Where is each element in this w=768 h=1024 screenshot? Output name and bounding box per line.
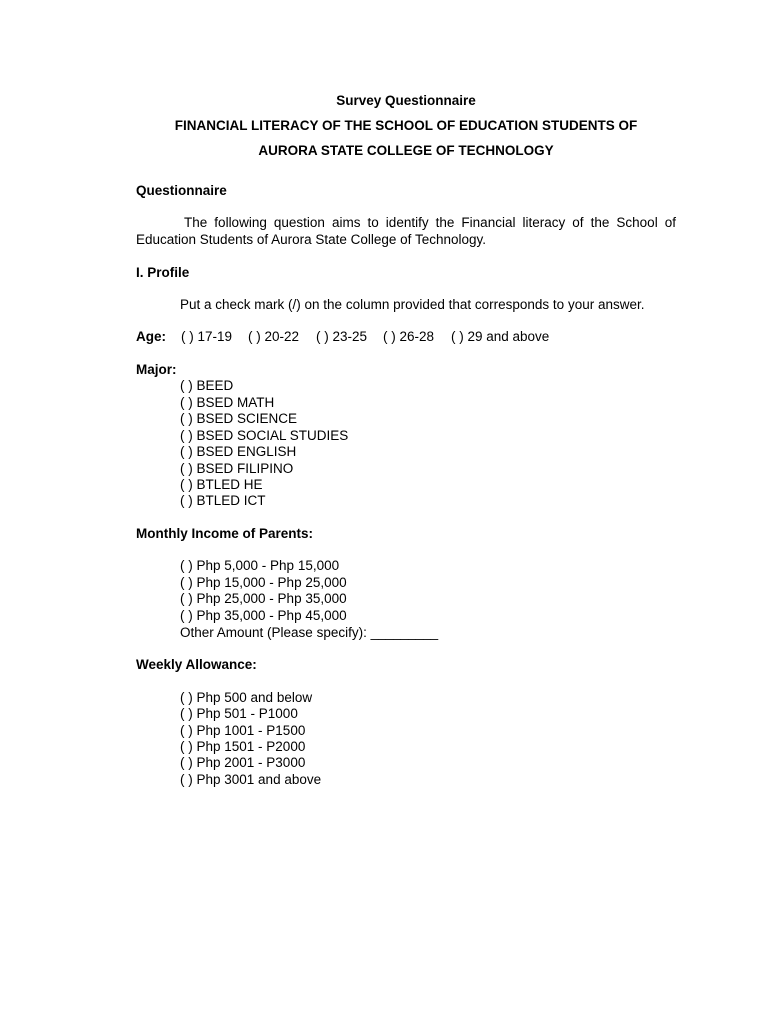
age-option-20-22[interactable]: ( ) 20-22 — [248, 329, 300, 344]
age-option-29-above[interactable]: ( ) 29 and above — [451, 329, 550, 344]
income-option-25000-35000[interactable]: ( ) Php 25,000 - Php 35,000 — [180, 591, 347, 606]
income-option-5000-15000[interactable]: ( ) Php 5,000 - Php 15,000 — [180, 558, 340, 573]
age-label: Age: — [136, 329, 166, 344]
major-label: Major: — [136, 362, 177, 377]
major-option-btled-he[interactable]: ( ) BTLED HE — [180, 476, 263, 492]
questionnaire-heading: Questionnaire — [136, 183, 227, 198]
age-option-17-19[interactable]: ( ) 17-19 — [181, 329, 233, 344]
major-option-bsed-social-studies[interactable]: ( ) BSED SOCIAL STUDIES — [180, 427, 349, 443]
age-option-23-25[interactable]: ( ) 23-25 — [316, 329, 368, 344]
major-option-bsed-math[interactable]: ( ) BSED MATH — [180, 394, 275, 410]
study-title-line-1: FINANCIAL LITERACY OF THE SCHOOL OF EDUCATION STUDENTS OF — [174, 118, 638, 133]
major-option-bsed-science[interactable]: ( ) BSED SCIENCE — [180, 411, 298, 426]
instruction-text: Put a check mark (/) on the column provided that corresponds to your answer. — [180, 297, 645, 312]
intro-paragraph: The following question aims to identify the Financial literacy of the School of Education Students of Aurora State College of Technology. — [136, 215, 676, 247]
income-option-15000-25000[interactable]: ( ) Php 15,000 - Php 25,000 — [180, 574, 347, 590]
allowance-option-501-1000[interactable]: ( ) Php 501 - P1000 — [180, 706, 298, 721]
income-option-35000-45000[interactable]: ( ) Php 35,000 - Php 45,000 — [180, 607, 347, 623]
major-option-bsed-filipino[interactable]: ( ) BSED FILIPINO — [180, 460, 294, 476]
income-label: Monthly Income of Parents: — [136, 526, 314, 541]
allowance-option-2001-3000[interactable]: ( ) Php 2001 - P3000 — [180, 755, 306, 770]
allowance-option-1501-2000[interactable]: ( ) Php 1501 - P2000 — [180, 738, 306, 754]
allowance-option-1001-1500[interactable]: ( ) Php 1001 - P1500 — [180, 722, 306, 738]
study-title-line-2: AURORA STATE COLLEGE OF TECHNOLOGY — [258, 143, 554, 158]
allowance-label: Weekly Allowance: — [136, 657, 257, 672]
major-option-beed[interactable]: ( ) BEED — [180, 378, 234, 393]
document-title: Survey Questionnaire — [336, 93, 476, 108]
allowance-option-500-below[interactable]: ( ) Php 500 and below — [180, 689, 313, 705]
income-other-amount-field[interactable]: Other Amount (Please specify): _________ — [180, 624, 439, 640]
allowance-option-3001-above[interactable]: ( ) Php 3001 and above — [180, 771, 322, 787]
major-option-btled-ict[interactable]: ( ) BTLED ICT — [180, 493, 266, 508]
major-option-bsed-english[interactable]: ( ) BSED ENGLISH — [180, 444, 297, 459]
age-option-26-28[interactable]: ( ) 26-28 — [383, 329, 435, 344]
profile-heading: I. Profile — [136, 265, 190, 280]
